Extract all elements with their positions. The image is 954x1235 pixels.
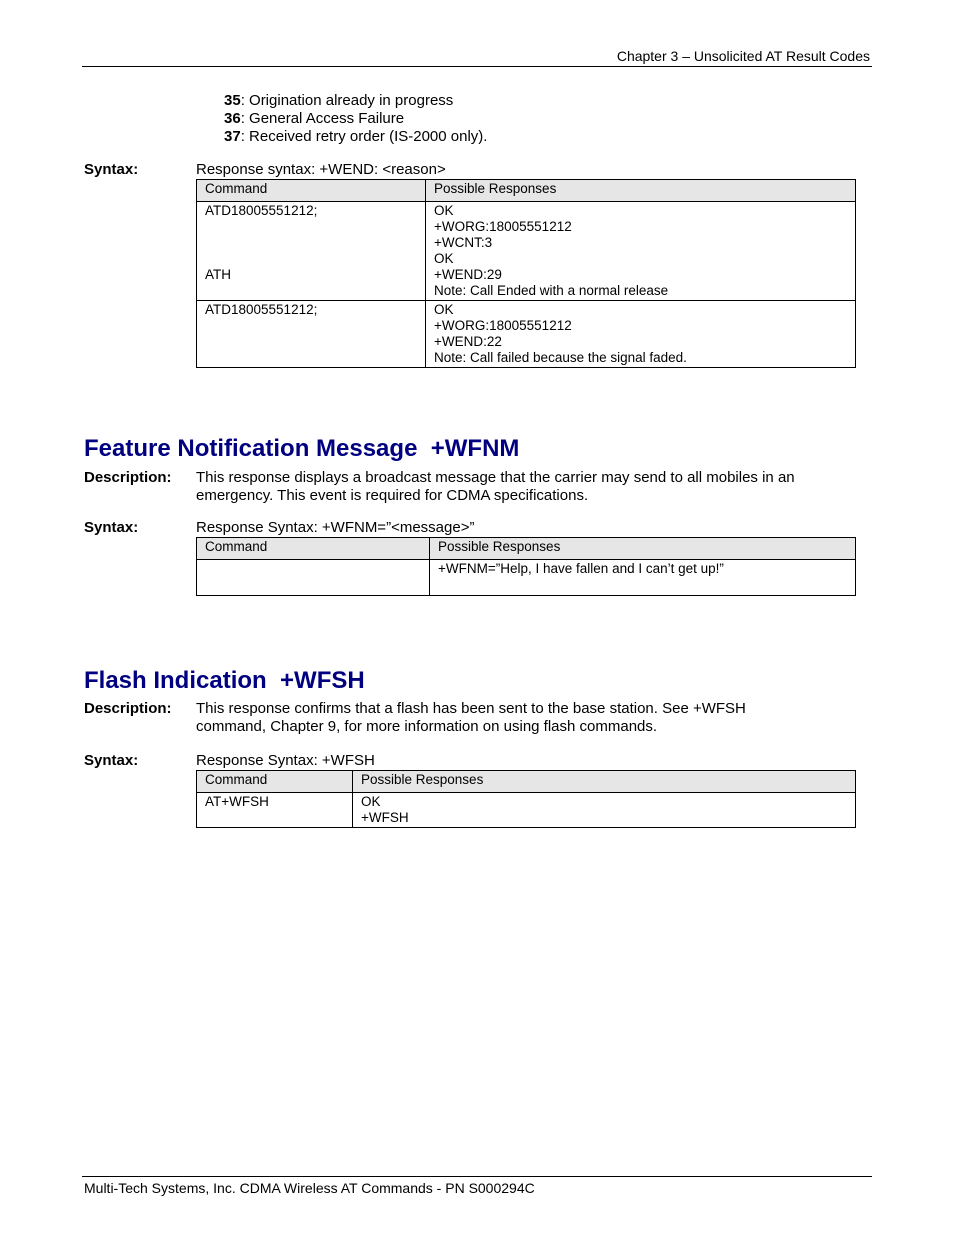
response-line: OK bbox=[434, 302, 454, 317]
response-line: +WORG:18005551212 bbox=[434, 318, 572, 333]
reason-text: : Received retry order (IS-2000 only). bbox=[240, 128, 488, 145]
table-row bbox=[197, 202, 856, 301]
page-header-chapter: Chapter 3 – Unsolicited AT Result Codes bbox=[616, 48, 870, 64]
description-line: command, Chapter 9, for more information on using flash commands. bbox=[196, 718, 658, 735]
reason-code: 36 bbox=[224, 110, 241, 127]
wfnm-description bbox=[196, 469, 795, 505]
reason-item-36 bbox=[224, 110, 404, 128]
section-heading-wfnm: Feature Notification Message +WFNM bbox=[84, 435, 520, 462]
response-line: Note: Call Ended with a normal release bbox=[434, 283, 669, 298]
wfsh-command-table bbox=[196, 770, 856, 828]
response-line: +WCNT:3 bbox=[434, 235, 493, 250]
wfsh-syntax-text: Response Syntax: +WFSH bbox=[196, 752, 375, 769]
wfsh-syntax-label: Syntax: bbox=[84, 752, 139, 769]
command-line: ATH bbox=[205, 267, 231, 282]
table-header-responses: Possible Responses bbox=[353, 771, 856, 793]
table-cell-command bbox=[197, 301, 426, 368]
table-cell-responses bbox=[353, 793, 856, 828]
wfnm-syntax-text: Response Syntax: +WFNM=”<message>” bbox=[196, 519, 475, 536]
reason-code: 35 bbox=[224, 92, 241, 109]
wfnm-command-table bbox=[196, 537, 856, 596]
reason-item-35 bbox=[224, 92, 453, 110]
response-line: OK bbox=[361, 794, 381, 809]
command-line bbox=[205, 251, 417, 267]
table-cell-command: AT+WFSH bbox=[197, 793, 353, 828]
response-line: OK bbox=[434, 203, 454, 218]
description-line: emergency. This event is required for CDMA specifications. bbox=[196, 487, 589, 504]
command-line bbox=[205, 219, 417, 235]
table-cell-command bbox=[197, 560, 430, 596]
response-line: OK bbox=[434, 251, 454, 266]
page-footer: Multi-Tech Systems, Inc. CDMA Wireless AT Commands - PN S000294C bbox=[84, 1180, 535, 1196]
table-header-command: Command bbox=[197, 180, 426, 202]
wfnm-description-label: Description: bbox=[84, 469, 172, 486]
response-line: +WORG:18005551212 bbox=[434, 219, 572, 234]
table-cell-responses bbox=[426, 301, 856, 368]
description-line: This response confirms that a flash has been sent to the base station. See +WFSH bbox=[196, 700, 746, 717]
footer-rule bbox=[82, 1176, 872, 1177]
description-line: This response displays a broadcast message that the carrier may send to all mobiles in an bbox=[196, 469, 795, 486]
wfsh-description bbox=[196, 700, 746, 736]
wend-command-table bbox=[196, 179, 856, 368]
reason-code: 37 bbox=[224, 128, 241, 145]
table-header-responses: Possible Responses bbox=[430, 538, 856, 560]
command-line: ATD18005551212; bbox=[205, 203, 318, 218]
response-line: +WFSH bbox=[361, 810, 409, 825]
table-row bbox=[197, 560, 856, 596]
response-line: +WEND:22 bbox=[434, 334, 502, 349]
reason-text: : General Access Failure bbox=[240, 110, 405, 127]
wend-syntax-text: Response syntax: +WEND: <reason> bbox=[196, 161, 446, 178]
reason-item-37 bbox=[224, 128, 487, 146]
wfsh-description-label: Description: bbox=[84, 700, 172, 717]
table-cell-responses bbox=[426, 202, 856, 301]
table-header-responses: Possible Responses bbox=[426, 180, 856, 202]
response-line: +WEND:29 bbox=[434, 267, 502, 282]
table-row bbox=[197, 301, 856, 368]
command-line: ATD18005551212; bbox=[205, 302, 318, 317]
table-row bbox=[197, 793, 856, 828]
command-line bbox=[205, 235, 417, 251]
response-line: Note: Call failed because the signal faded. bbox=[434, 350, 687, 365]
wfnm-syntax-label: Syntax: bbox=[84, 519, 139, 536]
table-header-row bbox=[197, 538, 856, 560]
header-rule bbox=[82, 66, 872, 67]
section-heading-wfsh: Flash Indication +WFSH bbox=[84, 667, 365, 694]
table-header-row bbox=[197, 771, 856, 793]
table-header-row bbox=[197, 180, 856, 202]
reason-text: : Origination already in progress bbox=[240, 92, 454, 109]
table-header-command: Command bbox=[197, 538, 430, 560]
table-cell-responses: +WFNM=”Help, I have fallen and I can’t get up!” bbox=[430, 560, 856, 596]
wend-syntax-label: Syntax: bbox=[84, 161, 139, 178]
table-header-command: Command bbox=[197, 771, 353, 793]
table-cell-command bbox=[197, 202, 426, 301]
